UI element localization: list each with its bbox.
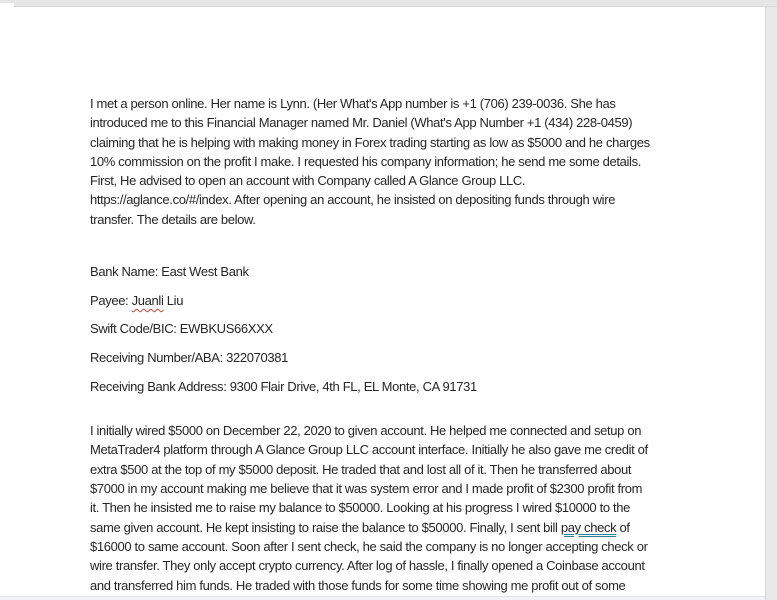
grammar-flagged-phrase[interactable]: pay check [560, 519, 617, 535]
text-line [90, 460, 730, 479]
text-line [90, 94, 730, 113]
text-line [90, 152, 730, 171]
bank-name-line[interactable] [90, 262, 730, 281]
text-line [90, 319, 730, 338]
text-run: $16000 to same account. Soon after I sent check, he said the company is no longer accepting check or [90, 538, 648, 554]
text-line [90, 377, 730, 396]
text-run: introduced me to this Financial Manager named Mr. Daniel (What's App Number +1 (434) 228-0459) [90, 115, 633, 131]
text-line [90, 262, 730, 281]
text-run: I initially wired $5000 on December 22, 2020 to given account. He helped me connected and setup on [90, 423, 642, 439]
text-line [90, 576, 730, 595]
receiving-bank-address-line[interactable] [90, 377, 730, 396]
document-text[interactable] [90, 94, 730, 595]
receiving-number-line[interactable] [90, 348, 730, 367]
text-run: Receiving Bank Address: 9300 Flair Drive, 4th FL, EL Monte, CA 91731 [90, 378, 477, 394]
text-run: I met a person online. Her name is Lynn. (Her What's App number is +1 (706) 239-0036. She has [90, 96, 616, 111]
text-run: First, He advised to open an account with Company called A Glance Group LLC. [90, 173, 526, 189]
text-run: Swift Code/BIC: EWBKUS66XXX [90, 321, 273, 337]
text-line [90, 133, 730, 152]
text-run: of [616, 519, 630, 535]
text-line [90, 291, 730, 310]
text-line [90, 498, 730, 517]
text-run: Payee: [90, 292, 132, 308]
text-run: claiming that he is helping with making money in Forex trading starting as low as $5000 and he charges [90, 134, 650, 150]
text-line [90, 518, 730, 537]
text-line [90, 556, 730, 575]
text-run: extra $500 at the top of my $5000 deposit. He traded that and lost all of it. Then he transferred about [90, 461, 632, 477]
text-line [90, 113, 730, 132]
text-line [90, 171, 730, 190]
text-run: Receiving Number/ABA: 322070381 [90, 350, 289, 366]
text-run: transfer. The details are below. [90, 211, 256, 227]
window-top-edge [0, 0, 777, 7]
text-run: Bank Name: East West Bank [90, 264, 249, 280]
canvas-right-edge [765, 0, 777, 600]
text-run: same given account. He kept insisting to raise the balance to $50000. Finally, I sent bill [90, 519, 561, 535]
text-run: $7000 in my account making me believe that it was system error and I made profit of $2300 profit from [90, 481, 643, 497]
text-line [90, 348, 730, 367]
wire-history-paragraph[interactable] [90, 421, 730, 595]
misspelled-word[interactable]: Juanli [131, 292, 164, 308]
text-run: wire transfer. They only accept crypto currency. After log of hassle, I finally opened a Coinbase account [90, 558, 645, 574]
text-line [90, 190, 730, 209]
text-run: it. Then he insisted me to raise my balance to $50000. Looking at his progress I wired $10000 to the [90, 500, 630, 516]
payee-line[interactable] [90, 291, 730, 310]
text-line [90, 421, 730, 440]
text-run: Liu [163, 292, 184, 308]
text-run: 10% commission on the profit I make. I requested his company information; he send me some details. [90, 153, 641, 169]
intro-paragraph[interactable] [90, 94, 730, 229]
text-line [90, 479, 730, 498]
document-page[interactable] [0, 7, 764, 600]
canvas-bottom-edge [0, 596, 765, 600]
window-top-edge-notch [0, 3, 14, 7]
text-run: and transferred him funds. He traded with those funds for some time showing me profit out of some [90, 577, 626, 593]
text-run: https://aglance.co/#/index. After opening an account, he insisted on depositing funds through wire [90, 192, 616, 208]
text-line [90, 210, 730, 229]
text-line [90, 537, 730, 556]
text-run: MetaTrader4 platform through A Glance Group LLC account interface. Initially he also gave me credit of [90, 442, 648, 458]
swift-code-line[interactable] [90, 319, 730, 338]
text-line [90, 440, 730, 459]
